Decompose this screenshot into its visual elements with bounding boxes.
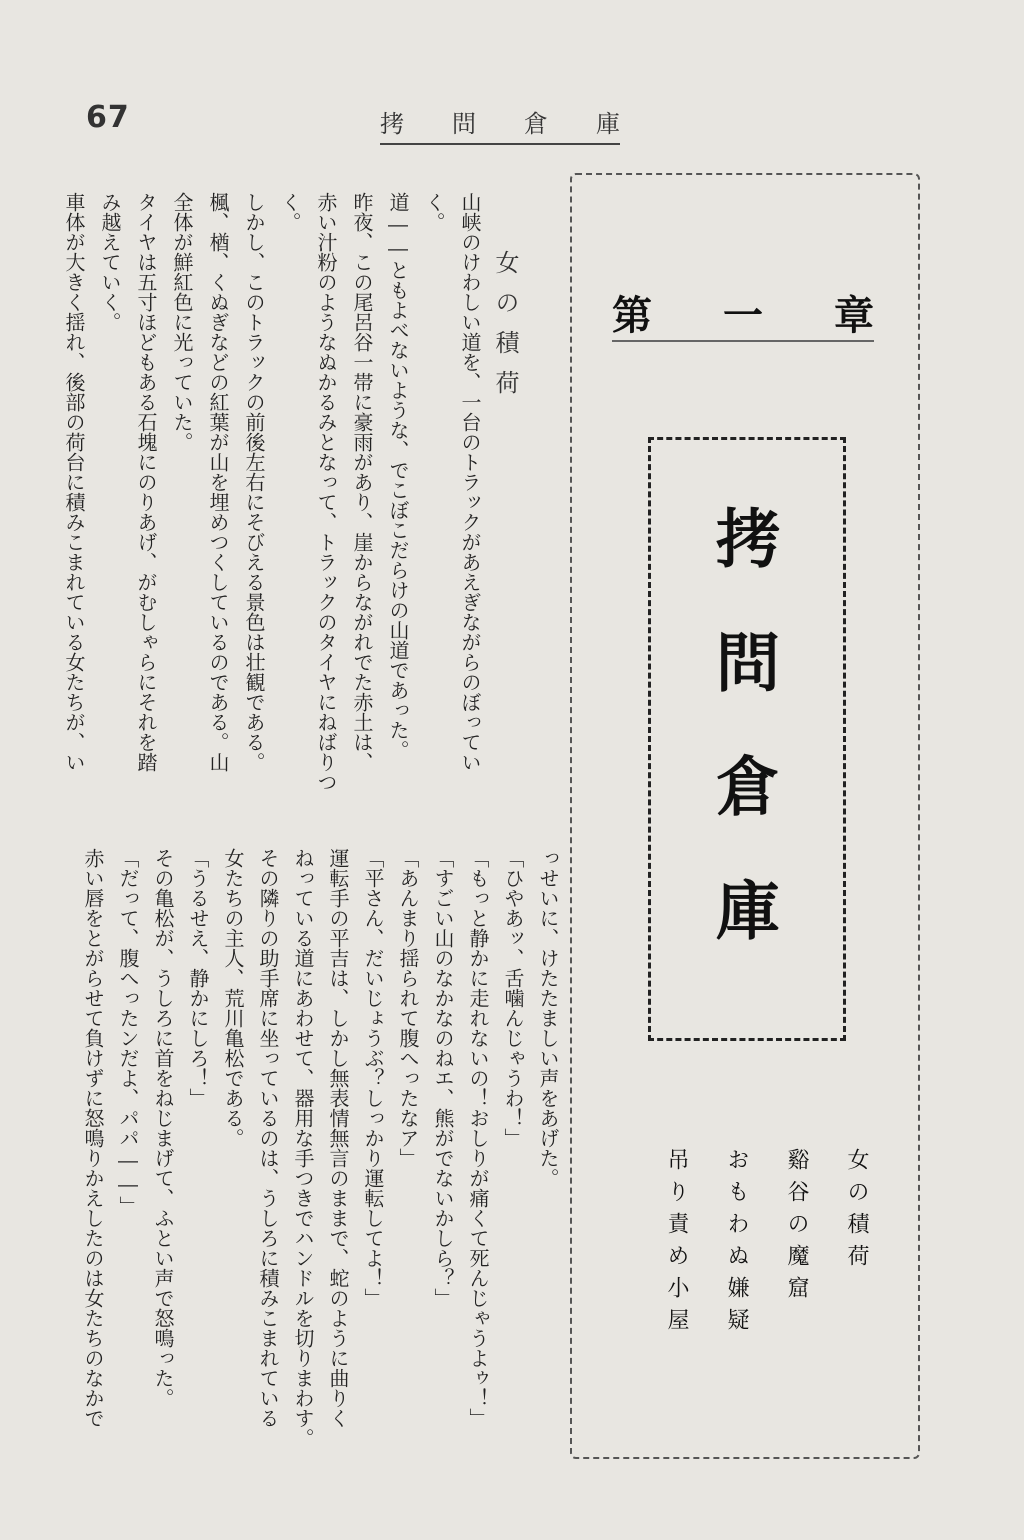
chapter-title-char: 第	[612, 293, 652, 339]
text-column: ねっている道にあわせて、器用な手つきでハンドルを切りまわす。	[291, 848, 315, 1448]
running-header-char: 倉	[524, 110, 548, 138]
chapter-title-char: 一	[723, 293, 763, 339]
page-number: 67	[86, 100, 130, 135]
text-column: 車体が大きく揺れ、後部の荷台に積みこまれている女たちが、い	[62, 192, 86, 772]
text-column: 道――ともよべないような、でこぼこだらけの山道であった。	[386, 192, 410, 760]
text-column: その隣りの助手席に坐っているのは、うしろに積みこまれている	[256, 848, 280, 1428]
text-column: み越えていく。	[98, 192, 122, 332]
book-title: 拷問倉庫	[705, 505, 780, 1001]
text-column: っせいに、けたたましい声をあげた。	[536, 848, 560, 1188]
chapter-title	[612, 284, 874, 341]
text-column: 「うるせえ、静かにしろ！」	[186, 848, 210, 1108]
running-header-char: 問	[452, 110, 476, 138]
text-column: 「すごい山のなかなのねエ、熊がでないかしら？」	[431, 848, 455, 1308]
chapter-contents	[646, 1148, 886, 1340]
chapter-title-char: 章	[834, 293, 874, 339]
text-column: 昨夜、この尾呂谷一帯に豪雨があり、崖からながれでた赤土は、	[350, 192, 374, 772]
running-header-char: 庫	[596, 110, 620, 138]
text-column: しかし、このトラックの前後左右にそびえる景色は壮観である。	[242, 192, 266, 772]
text-column: 「あんまり揺られて腹へったなア」	[396, 848, 420, 1168]
text-column: 赤い唇をとがらせて負けずに怒鳴りかえしたのは女たちのなかで	[81, 848, 105, 1428]
contents-item: おもわぬ嫌疑	[724, 1148, 749, 1340]
contents-item: 谿谷の魔窟	[784, 1148, 809, 1308]
running-header	[380, 104, 620, 145]
text-column: 山峡のけわしい道を、一台のトラックがあえぎながらのぼってい	[458, 192, 482, 772]
chapter-divider	[612, 340, 874, 342]
text-column: 全体が鮮紅色に光っていた。	[170, 192, 194, 452]
text-column: 「だって、腹へったンだよ、パパ――」	[116, 848, 140, 1216]
text-column: く。	[422, 192, 446, 232]
text-column: その亀松が、うしろに首をねじまげて、ふとい声で怒鳴った。	[151, 848, 175, 1408]
text-column: 「もっと静かに走れないの！おしりが痛くて死んじゃうよゥ！」	[466, 848, 490, 1428]
text-column: 赤い汁粉のようなぬかるみとなって、トラックのタイヤにねばりつ	[314, 192, 338, 792]
running-header-char: 拷	[380, 110, 404, 138]
text-column: 楓、楢、くぬぎなどの紅葉が山を埋めつくしているのである。山	[206, 192, 230, 772]
text-column: 女たちの主人、荒川亀松である。	[221, 848, 245, 1148]
text-column: タイヤは五寸ほどもある石塊にのりあげ、がむしゃらにそれを踏	[134, 192, 158, 772]
contents-item: 女の積荷	[844, 1148, 869, 1276]
text-column: 「ひやあッ、舌噛んじゃうわ！」	[501, 848, 525, 1148]
section-heading: 女の積荷	[491, 250, 519, 410]
text-column: 運転手の平吉は、しかし無表情無言のままで、蛇のように曲りく	[326, 848, 350, 1428]
contents-item: 吊り責め小屋	[664, 1148, 689, 1340]
text-column: 「平さん、だいじょうぶ？しっかり運転してよ！」	[361, 848, 385, 1308]
text-column: く。	[278, 192, 302, 232]
